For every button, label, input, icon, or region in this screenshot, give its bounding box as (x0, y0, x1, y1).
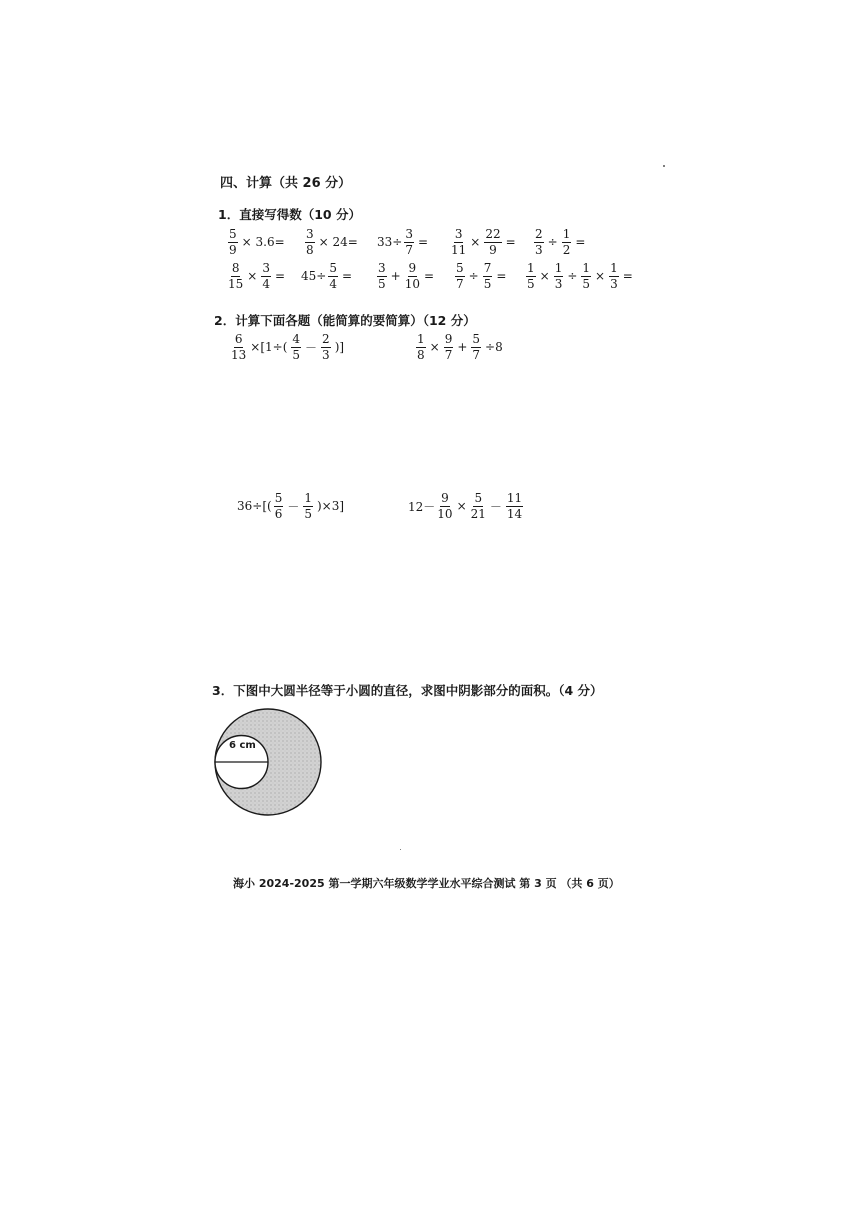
fraction: $\frac{1}{5}$ (527, 261, 535, 291)
fraction: $\frac{1}{5}$ (582, 261, 591, 291)
fraction: $\frac{4}{5}$ (292, 332, 301, 362)
q1-row2-expr5: $\frac{1}{5}$ × $\frac{1}{3}$ ÷ $\frac{1}{5}$ × $\frac{1}{3}$ = (527, 261, 633, 291)
fraction: $\frac{5}{4}$ (329, 261, 337, 291)
q2-problem3: 36÷[( $\frac{5}{6}$ － $\frac{1}{5}$ )×3] (237, 491, 345, 521)
fraction: $\frac{5}{9}$ (229, 227, 237, 257)
fraction: $\frac{9}{10}$ (404, 261, 420, 291)
fraction: $\frac{8}{15}$ (228, 261, 244, 291)
fraction: $\frac{5}{6}$ (274, 491, 283, 521)
scan-speck (400, 849, 401, 850)
fraction: $\frac{3}{8}$ (306, 227, 314, 257)
fraction: $\frac{9}{7}$ (444, 332, 453, 362)
q1-row2-expr1: $\frac{8}{15}$ × $\frac{3}{4}$ = (228, 261, 286, 291)
q1-row1-expr4: $\frac{3}{11}$ × $\frac{22}{9}$ = (451, 227, 516, 257)
section-heading: 四、计算（共 26 分） (220, 176, 352, 191)
circle-diagram (210, 700, 326, 824)
fraction: $\frac{5}{7}$ (456, 261, 464, 291)
fraction: $\frac{7}{5}$ (483, 261, 492, 291)
fraction: $\frac{1}{3}$ (554, 261, 563, 291)
q1-row2-expr3: $\frac{3}{5}$ + $\frac{9}{10}$ = (378, 261, 435, 291)
scan-speck (663, 165, 665, 167)
q2-problem4: 12－ $\frac{9}{10}$ × $\frac{5}{21}$ － $\frac{11}{14}$ (408, 491, 523, 521)
circle-diagram-svg (210, 700, 326, 824)
q1-row1-expr1: $\frac{5}{9}$ × 3.6= (229, 227, 285, 257)
fraction: $\frac{22}{9}$ (485, 227, 501, 257)
fraction: $\frac{1}{8}$ (417, 332, 425, 362)
q1-title: 1．直接写得数（10 分） (218, 207, 361, 222)
q1-row2-expr4: $\frac{5}{7}$ ÷ $\frac{7}{5}$ = (456, 261, 507, 291)
q3-title: 3．下图中大圆半径等于小圆的直径，求图中阴影部分的面积。（4 分） (212, 683, 603, 698)
fraction: $\frac{2}{3}$ (322, 332, 330, 362)
fraction: $\frac{3}{7}$ (405, 227, 413, 257)
q1-row1-expr3: 33÷ $\frac{3}{7}$ = (377, 227, 429, 257)
fraction: $\frac{1}{2}$ (562, 227, 571, 257)
fraction: $\frac{5}{21}$ (470, 491, 486, 521)
fraction: $\frac{3}{5}$ (378, 261, 386, 291)
q1-row1-expr2: $\frac{3}{8}$ × 24= (306, 227, 358, 257)
diameter-label: 6 cm (229, 740, 256, 751)
fraction: $\frac{3}{4}$ (262, 261, 270, 291)
fraction: $\frac{1}{3}$ (610, 261, 618, 291)
fraction: $\frac{11}{14}$ (506, 491, 523, 521)
fraction: $\frac{5}{7}$ (472, 332, 481, 362)
fraction: $\frac{6}{13}$ (231, 332, 247, 362)
q1-row1-expr5: $\frac{2}{3}$ ÷ $\frac{1}{2}$ = (535, 227, 586, 257)
fraction: $\frac{9}{10}$ (437, 491, 453, 521)
q2-title: 2．计算下面各题（能简算的要简算）（12 分） (214, 313, 476, 328)
q1-row2-expr2: 45÷ $\frac{5}{4}$ = (301, 261, 353, 291)
fraction: $\frac{2}{3}$ (535, 227, 543, 257)
fraction: $\frac{1}{5}$ (304, 491, 312, 521)
page-footer: 海小 2024-2025 第一学期六年级数学学业水平综合测试 第 3 页 （共 6 页） (233, 877, 620, 890)
fraction: $\frac{3}{11}$ (451, 227, 467, 257)
q2-problem2: $\frac{1}{8}$ × $\frac{9}{7}$ + $\frac{5}{7}$ ÷8 (417, 332, 503, 362)
q2-problem1: $\frac{6}{13}$ ×[1÷( $\frac{4}{5}$ － $\frac{2}{3}$ )] (231, 332, 345, 362)
